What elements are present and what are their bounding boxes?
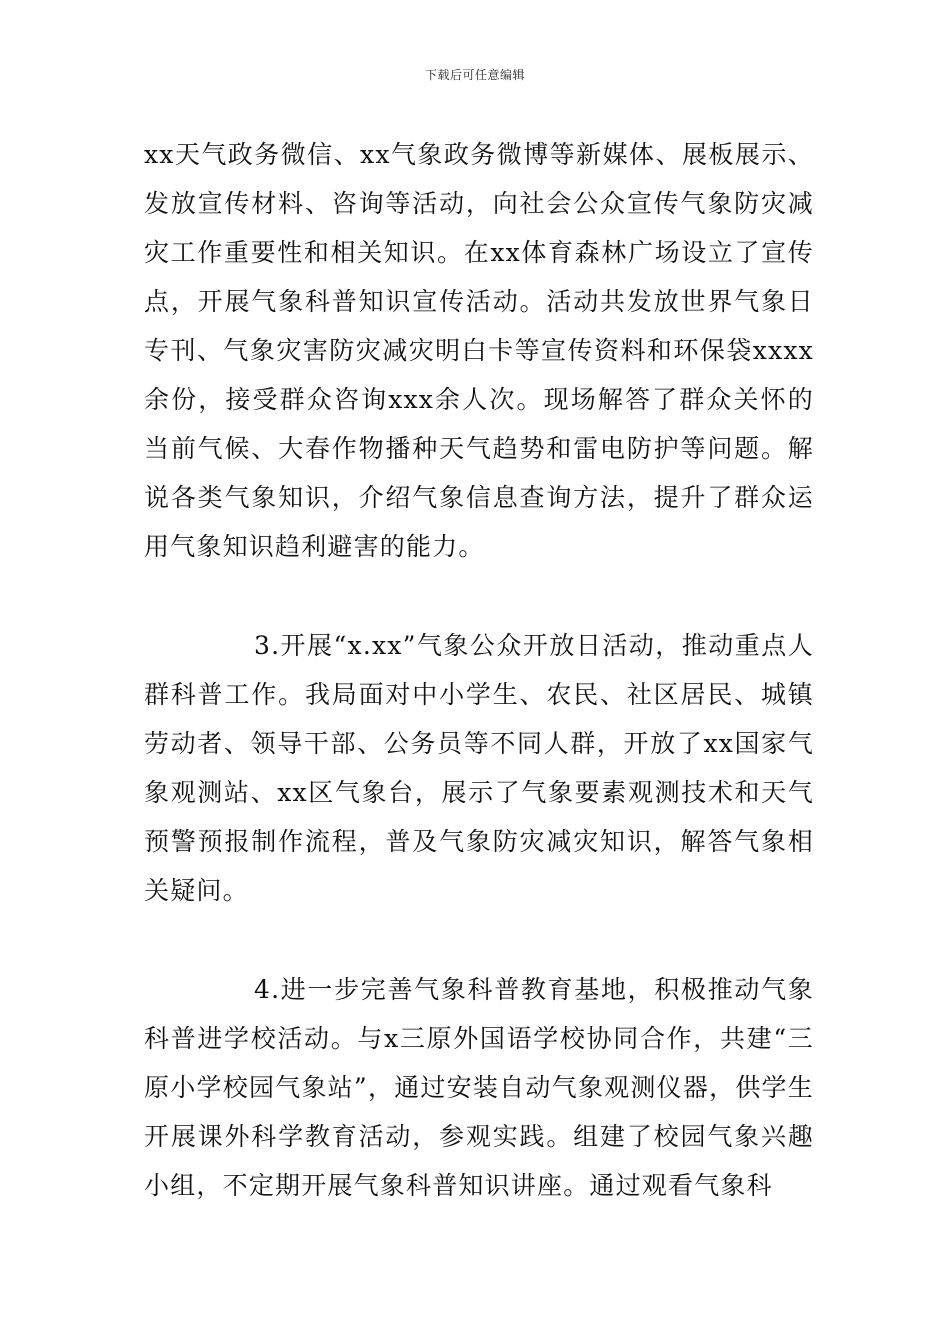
paragraph-spacer [144,571,814,621]
document-body [144,130,814,1210]
paragraph-publicity: xx天气政务微信、xx气象政务微博等新媒体、展板展示、发放宣传材料、咨询等活动，向社会公众宣传气象防灾减灾工作重要性和相关知识。在xx体育森林广场设立了宣传点，开展气象科普知识宣传活动。活动共发放世界气象日专刊、气象灾害防灾减灾明白卡等宣传资料和环保袋xxxx余份，接受群众咨询xxx余人次。现场解答了群众关怀的当前气候、大春作物播种天气趋势和雷电防护等问题。解说各类气象知识，介绍气象信息查询方法，提升了群众运用气象知识趋利避害的能力。 [144,140,814,561]
paragraph-open-day: 3.开展“x.xx”气象公众开放日活动，推动重点人群科普工作。我局面对中小学生、农民、社区居民、城镇劳动者、领导干部、公务员等不同人群，开放了xx国家气象观测站、xx区气象台，展示了气象要素观测技术和天气预警预报制作流程，普及气象防灾减灾知识，解答气象相关疑问。 [144,631,814,905]
paragraph-school-base: 4.进一步完善气象科普教育基地，积极推动气象科普进学校活动。与x三原外国语学校协同合作，共建“三原小学校园气象站”，通过安装自动气象观测仪器，供学生开展课外科学教育活动，参观实践。组建了校园气象兴趣小组，不定期开展气象科普知识讲座。通过观看气象科 [144,975,814,1200]
download-note: 下载后可任意编辑 [424,68,525,82]
paragraph-spacer [144,915,814,965]
